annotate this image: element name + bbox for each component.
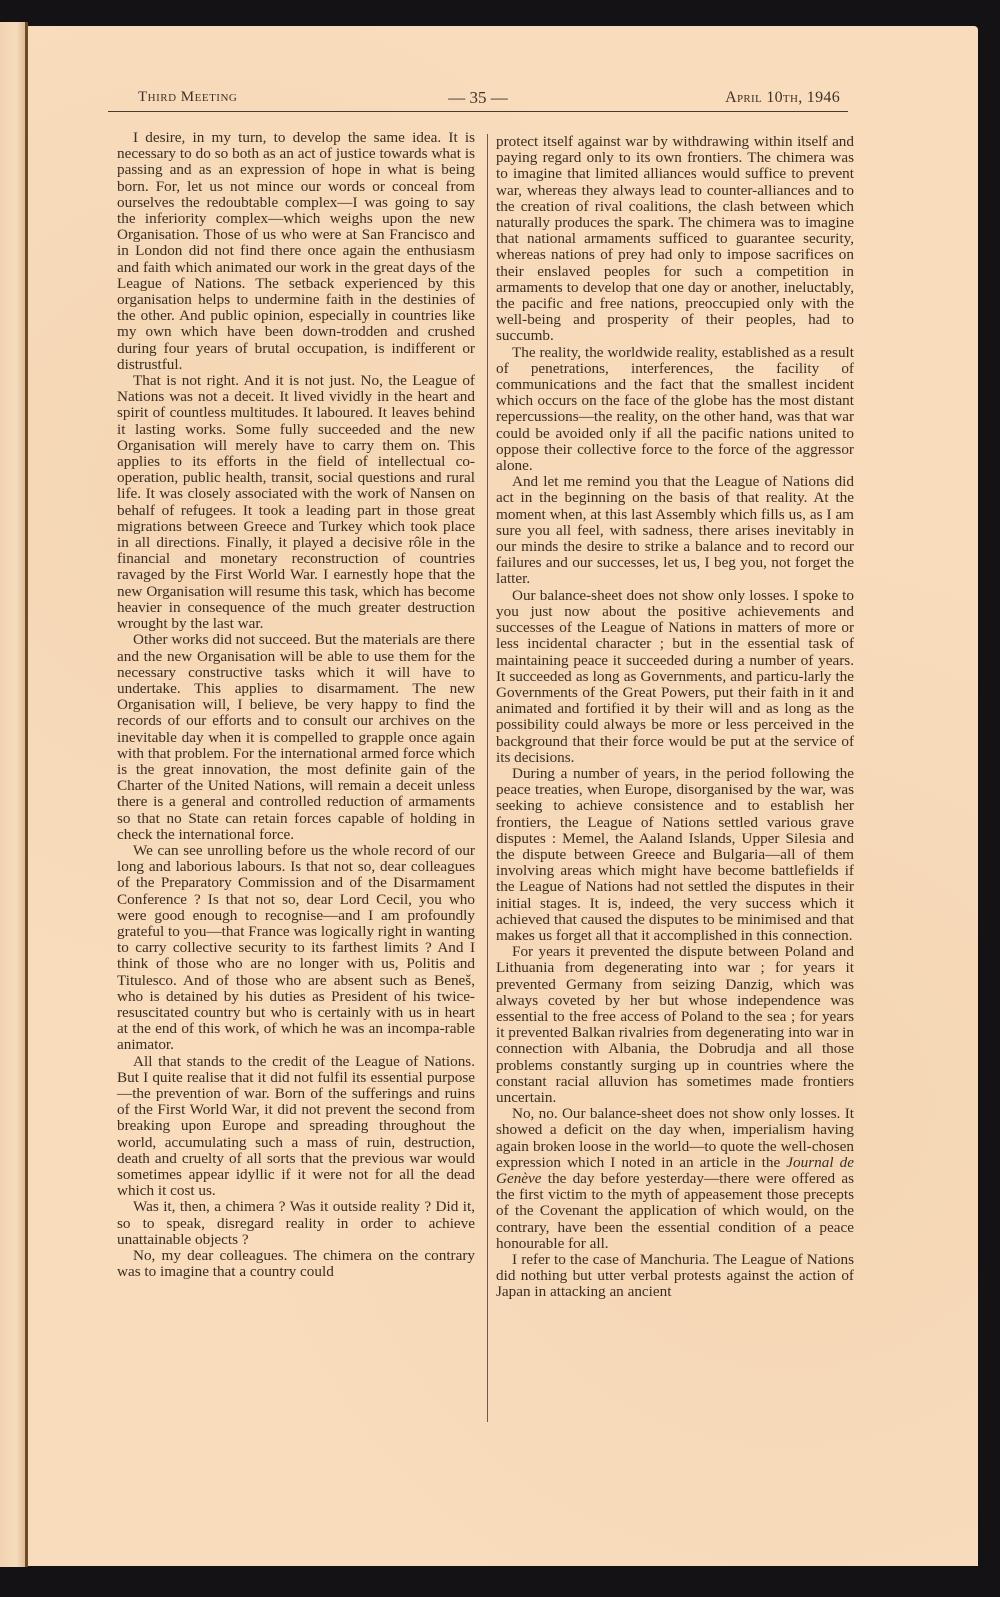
page-number: — 35 — bbox=[448, 88, 508, 107]
header-meeting: Third Meeting bbox=[138, 89, 238, 105]
running-header bbox=[108, 87, 848, 112]
paragraph: Our balance-sheet does not show only losses. I spoke to you just now about the positive achievements and successes of the League of Nations in matters of more or less incidental character ; but in the essential task of maintaining peace it succeeded during a number of years. It succeeded as long as Governments, and particu-larly the Governments of the Great Powers, put their faith in it and animated and fortified it by their will and as long as the possibility could always be more or less perceived in the background that their force would be put at the service of its decisions. bbox=[496, 586, 854, 766]
header-date: April 10th, 1946 bbox=[725, 89, 840, 106]
paragraph: The reality, the worldwide reality, established as a result of penetrations, interferences, the facility of communications and the fact that the smallest incident which occurs on the face of the globe has the most distant repercussions—the reality, on the other hand, was that war could be avoided only if all the pacific nations united to oppose their collective force to the force of the aggressor alone. bbox=[496, 343, 854, 475]
paragraph: I refer to the case of Manchuria. The League of Nations did nothing but utter verbal protests against the action of Japan in attacking an ancient bbox=[496, 1251, 854, 1301]
column-divider bbox=[487, 134, 488, 1422]
journal-title: Journal de Genève bbox=[496, 1153, 854, 1187]
paragraph: During a number of years, in the period following the peace treaties, when Europe, disorganised by the war, was seeking to achieve consistence and to establish her frontiers, the League of Nations settled various grave disputes : Memel, the Aaland Islands, Upper Silesia and the dispute between Greece and Bulgaria—all of them involving areas which might have become battlefields if the League of Nations had not settled the disputes in their initial stages. It is, indeed, the very success which it achieved that caused the disputes to be minimised and that makes us forget all that it accomplished in this connection. bbox=[496, 764, 854, 944]
paragraph: Other works did not succeed. But the materials are there and the new Organisation will be able to use them for the necessary constructive tasks which it will have to undertake. This applies to disarmament. The new Organisation will, I believe, be very happy to find the records of our efforts and to consult our archives on the inevitable day when it is compelled to grapple once again with that problem. For the international armed force which is the great innovation, the most definite gain of the Charter of the United Nations, will remain a deceit unless there is a general and controlled reduction of armaments so that no State can retain forces capable of holding in check the international force. bbox=[117, 631, 475, 843]
right-column bbox=[496, 134, 854, 1301]
paragraph: We can see unrolling before us the whole record of our long and laborious labours. Is that not so, dear colleagues of the Preparatory Commission and of the Disarmament Conference ? Is that not so, dear Lord Cecil, you who were good enough to recognise—and I am profoundly grateful to you—that France was logically right in wanting to carry collective security to its farthest limits ? And I think of those who are no longer with us, Politis and Titulesco. And of those who are absent such as Beneš, who is detained by his duties as President of his twice-resuscitated country but who is certainly with us in heart at the end of this work, of which he was an incompa-rable animator. bbox=[117, 841, 475, 1054]
text-run: No, no. Our balance-sheet does not show only losses. It showed a deficit on the day when, imperialism having again broken loose in the world—to quote the well-chosen expression which I noted in an article in the bbox=[496, 1105, 854, 1171]
paragraph: For years it prevented the dispute between Poland and Lithuania from degenerating into war ; for years it prevented Germany from seizing Danzig, which was always coveted by her but whose independence was essential to the free access of Poland to the sea ; for years it prevented Balkan rivalries from degenerating into war in connection with Albania, the Dobrudja and all those problems constantly surging up in countries where the constant racial alluvion has sometimes made frontiers uncertain. bbox=[496, 943, 854, 1106]
paragraph: And let me remind you that the League of Nations did act in the beginning on the basis of that reality. At the moment when, at this last Assembly which fills us, as I am sure you all feel, with sadness, there arises inevitably in our minds the desire to strike a balance and to record our failures and our successes, let us, I beg you, not forget the latter. bbox=[496, 473, 854, 588]
paragraph: That is not right. And it is not just. No, the League of Nations was not a deceit. It lived vividly in the heart and spirit of countless multitudes. It laboured. It leaves behind it lasting works. Some fully succeeded and the new Organisation will merely have to carry them on. This applies to its efforts in the field of intellectual co-operation, public health, transit, social questions and rural life. It was closely associated with the work of Nansen on behalf of refugees. It took a leading part in those great migrations between Greece and Turkey which took place in all directions. Finally, it played a decisive rôle in the financial and monetary reconstruction of countries ravaged by the First World War. I earnestly hope that the new Organisation will resume this task, which has become heavier in consequence of the much greater destruction wrought by the last war. bbox=[117, 372, 475, 633]
left-column bbox=[117, 130, 475, 1280]
text-run: the day before yesterday—there were offered as the first victim to the myth of appeasement those precepts of the Covenant the application of which would, on the contrary, have been the essential condition of a peace honourable for all. bbox=[496, 1170, 854, 1252]
paragraph: Was it, then, a chimera ? Was it outside reality ? Did it, so to speak, disregard reality in order to achieve unattainable objects ? bbox=[117, 1198, 475, 1248]
paragraph-continuation: protect itself against war by withdrawing within itself and paying regard only to its own frontiers. The chimera was to imagine that limited alliances would suffice to prevent war, whereas they always lead to counter-alliances and to the creation of rival coalitions, the clash between which naturally produces the spark. The chimera was to imagine that national armaments sufficed to guarantee security, whereas nations of prey had only to impose sacrifices on their enslaved peoples for such a competition in armaments to develop that one day or another, ineluctably, the pacific and free nations, preoccupied only with the well-being and prosperity of their peoples, had to succumb. bbox=[496, 133, 854, 345]
paragraph: I desire, in my turn, to develop the same idea. It is necessary to do so both as an act of justice towards what is passing and as an expression of hope in what is being born. For, let us not mince our words or conceal from ourselves the redoubtable complex—I was going to say the inferiority complex—which weighs upon the new Organisation. Those of us who were at San Francisco and in London did not find there once again the enthusiasm and faith which animated our work in the great days of the League of Nations. The setback experienced by this organisation helps to undermine faith in the destinies of the other. And public opinion, especially in countries like my own which have been down-trodden and crushed during four years of brutal occupation, is indifferent or distrustful. bbox=[117, 129, 475, 373]
previous-page-edge bbox=[0, 22, 27, 1567]
paragraph: No, my dear colleagues. The chimera on the contrary was to imagine that a country could bbox=[117, 1247, 475, 1281]
paragraph bbox=[496, 1106, 854, 1252]
paragraph: All that stands to the credit of the League of Nations. But I quite realise that it did not fulfil its essential purpose—the prevention of war. Born of the sufferings and ruins of the First World War, it did not prevent the second from breaking upon Europe and spreading throughout the world, accumulating such a mass of ruin, destruction, death and cruelty of all sorts that the previous war would sometimes appear idyllic if it were not for all the dead which it cost us. bbox=[117, 1052, 475, 1200]
